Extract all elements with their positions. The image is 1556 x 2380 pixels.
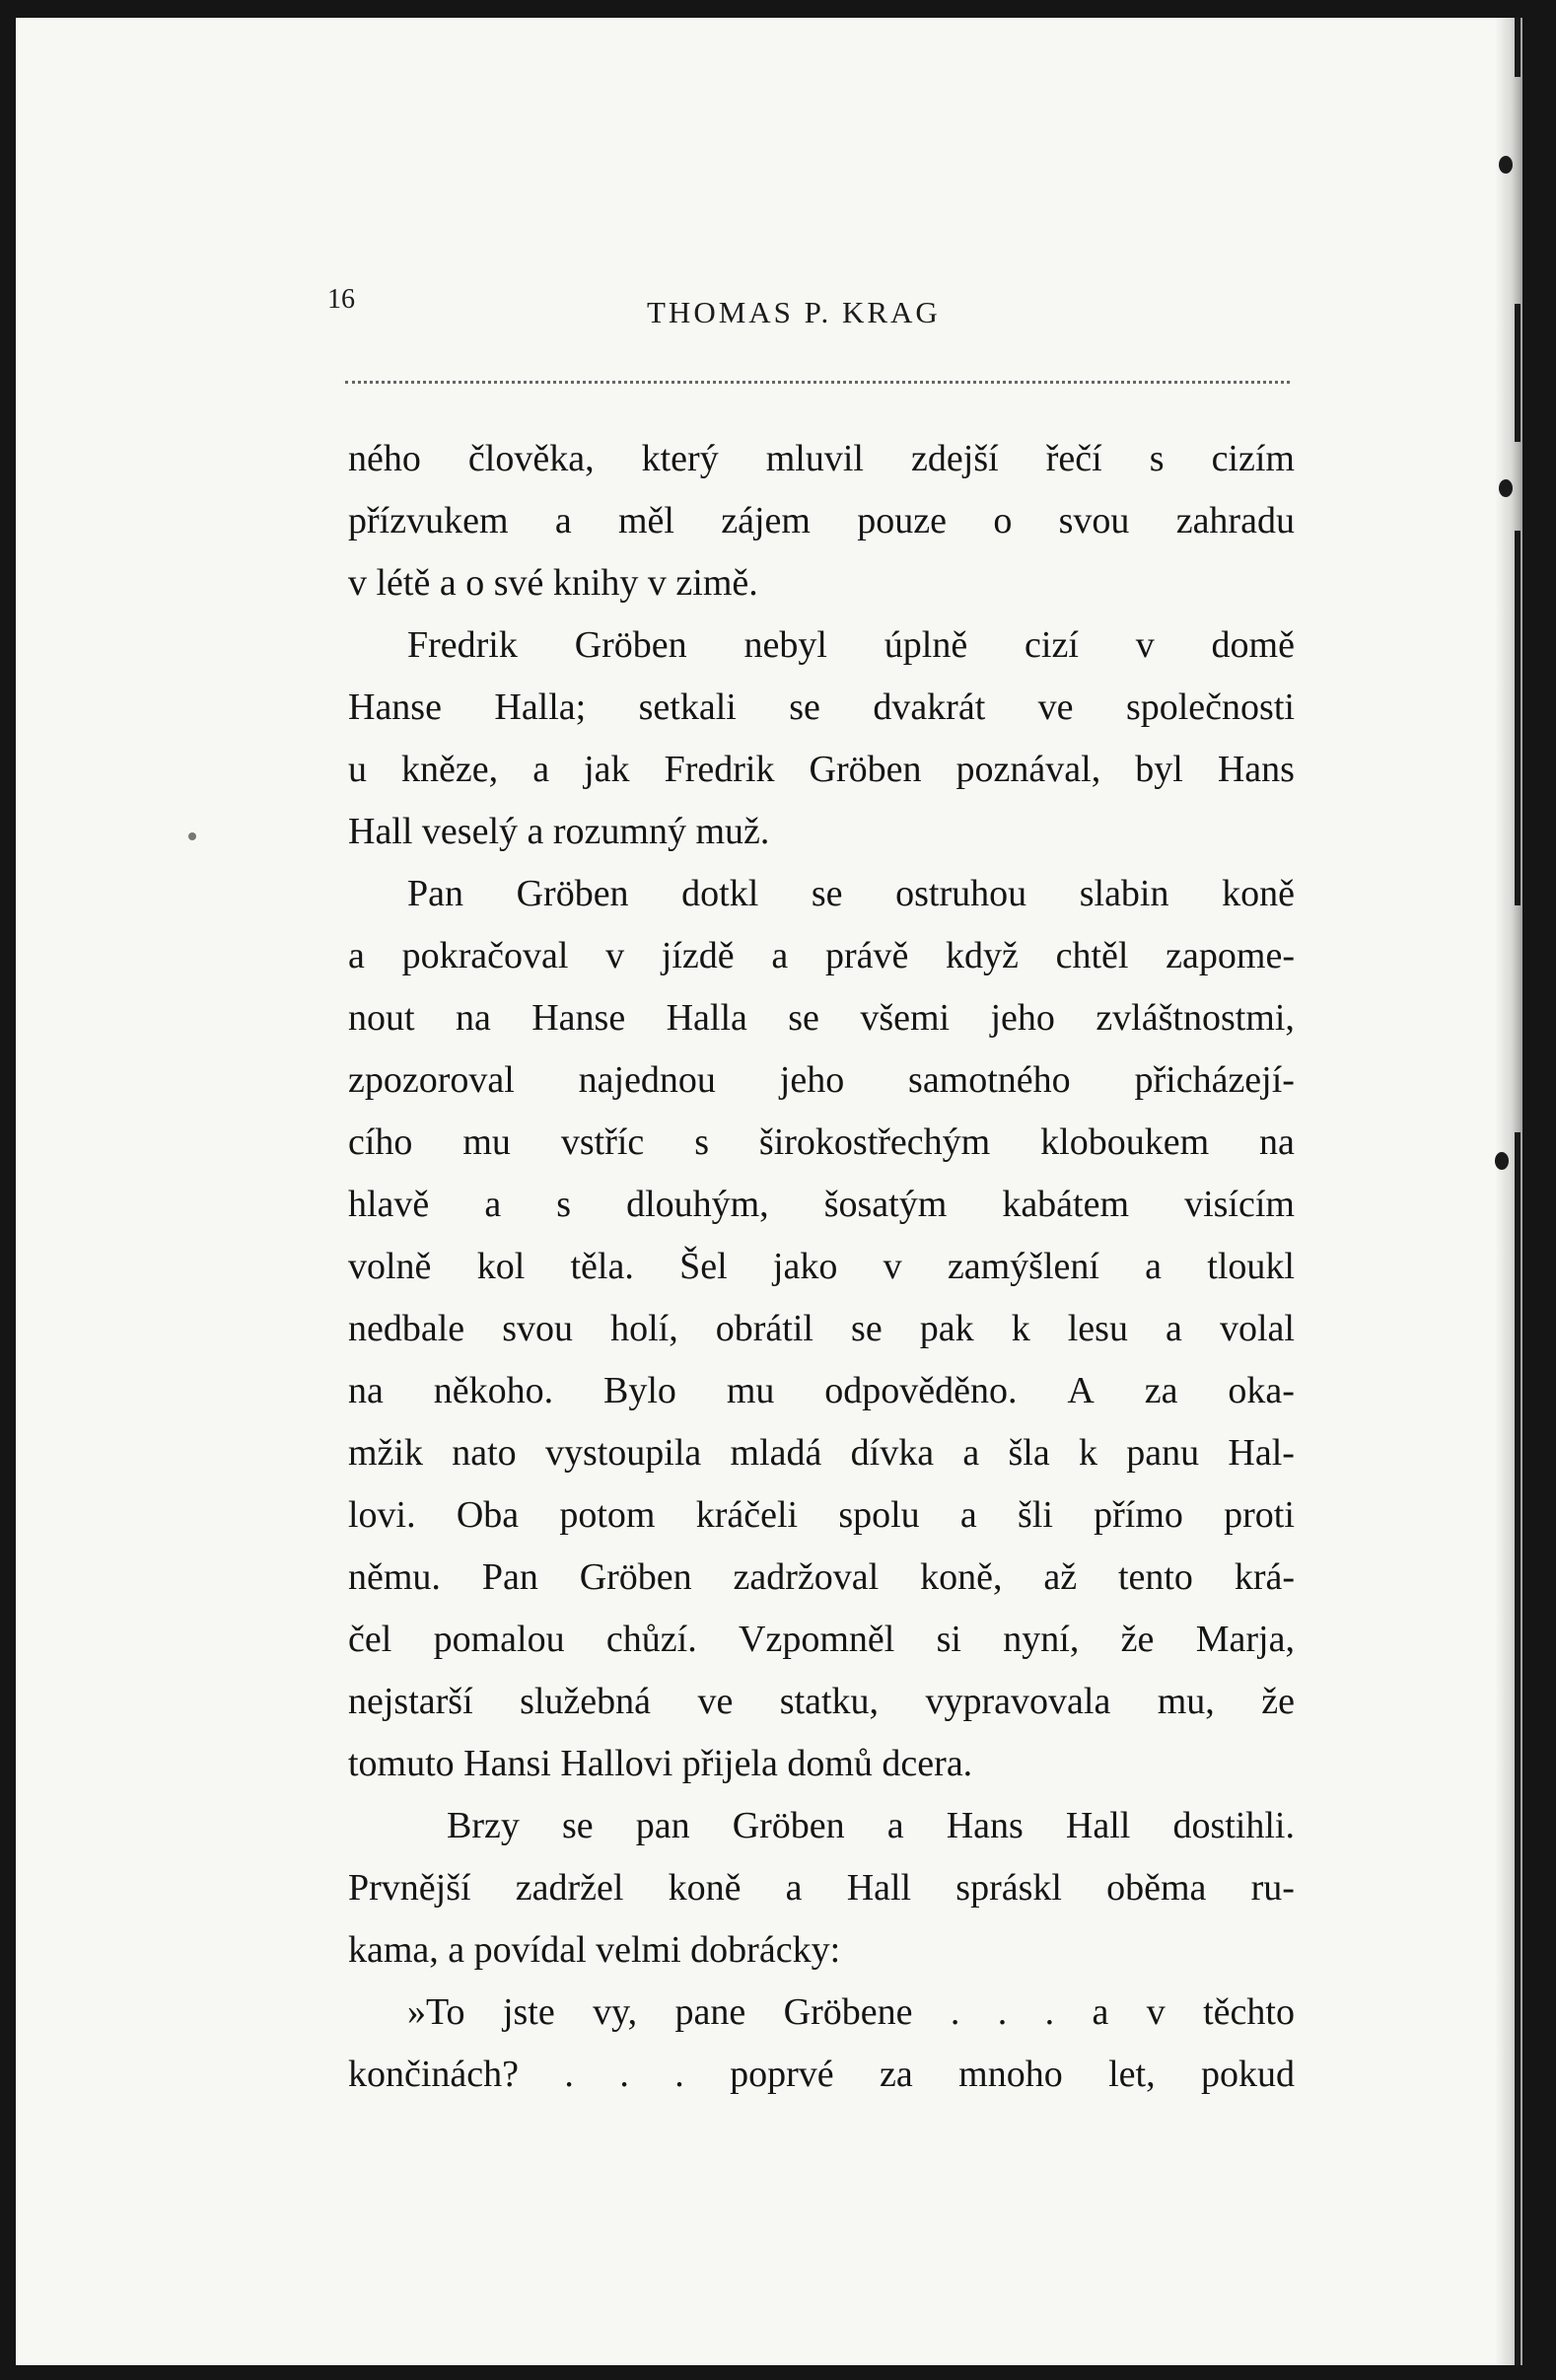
text-line [348, 1795, 1295, 1857]
word: přicházejí- [1134, 1059, 1295, 1101]
word: právě [824, 935, 909, 976]
text-line [348, 1857, 1295, 1919]
word: Prvnější [348, 1867, 471, 1909]
word: se [811, 873, 843, 914]
word: nedbale [348, 1308, 465, 1349]
word: ve [1037, 686, 1074, 728]
word: řečí [1045, 438, 1102, 479]
word: pan [635, 1805, 690, 1846]
word: dotkl [681, 873, 759, 914]
word: pokračoval [401, 935, 569, 976]
word: člověka, [467, 438, 595, 479]
word: byl [1135, 749, 1183, 790]
word: šla [1008, 1432, 1050, 1474]
word: volal [1219, 1308, 1295, 1349]
word: a [962, 1432, 980, 1474]
book-page [16, 18, 1522, 2365]
word: nato [452, 1432, 517, 1474]
word: a [1092, 1991, 1109, 2033]
word: krá- [1234, 1556, 1295, 1598]
word: chůzí. [605, 1619, 697, 1660]
word: a [532, 749, 550, 790]
word: v [605, 935, 625, 976]
word: ostruhou [895, 873, 1027, 914]
word: dvakrát [873, 686, 986, 728]
text-line: tomuto Hansi Hallovi přijela domů dcera. [348, 1743, 973, 1784]
word: Bylo [603, 1370, 676, 1411]
word: zahradu [1175, 500, 1295, 541]
word: statku, [779, 1681, 880, 1722]
text-line [348, 490, 1295, 552]
word: na [348, 1370, 384, 1411]
text-line [348, 1174, 1295, 1236]
word: samotného [908, 1059, 1071, 1101]
word: kabátem [1002, 1184, 1130, 1225]
word: zvláštnostmi, [1096, 997, 1295, 1039]
word: kloboukem [1040, 1121, 1210, 1163]
word: Marja, [1195, 1619, 1295, 1660]
word: kráčeli [695, 1494, 799, 1536]
word: všemi [860, 997, 951, 1039]
word: Pan [407, 873, 463, 914]
spine-edge-mark [1515, 531, 1521, 905]
word: a [886, 1805, 904, 1846]
word: cího [348, 1121, 413, 1163]
word: nejstarší [348, 1681, 473, 1722]
word: Gröben [732, 1805, 845, 1846]
word: »To [407, 1991, 465, 2033]
word: společnosti [1125, 686, 1295, 728]
word: jste [502, 1991, 555, 2033]
word: ru- [1250, 1867, 1295, 1909]
word: za [1144, 1370, 1178, 1411]
word: Gröben [574, 624, 687, 666]
word: let, [1108, 2054, 1156, 2095]
text-line [348, 614, 1295, 677]
word: hlavě [348, 1184, 430, 1225]
word: pak [919, 1308, 974, 1349]
word: v [883, 1246, 902, 1287]
word: těla. [570, 1246, 634, 1287]
text-line [348, 1484, 1295, 1547]
word: Hall [846, 1867, 912, 1909]
word: za [880, 2054, 913, 2095]
word: oběma [1106, 1867, 1207, 1909]
word: jako [772, 1246, 838, 1287]
word: v [1135, 624, 1155, 666]
word: mžik [348, 1432, 423, 1474]
word: k [1011, 1308, 1030, 1349]
word: širokostřechým [758, 1121, 991, 1163]
word: šosatým [823, 1184, 948, 1225]
word: proti [1224, 1494, 1295, 1536]
text-line [348, 2044, 1295, 2106]
word: a [348, 935, 365, 976]
word: Brzy [447, 1805, 520, 1846]
word: ného [348, 438, 421, 479]
word: nyní, [1003, 1619, 1080, 1660]
word: A [1067, 1370, 1095, 1411]
word: zdejší [911, 438, 999, 479]
word: vy, [593, 1991, 638, 2033]
word: s [556, 1184, 572, 1225]
word: zamýšlení [947, 1246, 1099, 1287]
spine-dot-mark [1499, 156, 1513, 174]
word: když [946, 935, 1019, 976]
text-line [348, 863, 1295, 925]
text-line [348, 739, 1295, 801]
body-text [348, 428, 1295, 2106]
word: si [936, 1619, 961, 1660]
text-line [348, 1298, 1295, 1360]
word: nebyl [743, 624, 827, 666]
scan-dot-mark [188, 832, 196, 840]
word: zadržoval [733, 1556, 880, 1598]
word: končinách? [348, 2054, 520, 2095]
word: který [641, 438, 719, 479]
word: mladá [730, 1432, 822, 1474]
word: na [455, 997, 491, 1039]
word: spráskl [955, 1867, 1062, 1909]
word: Hall [1065, 1805, 1131, 1846]
word: mu [462, 1121, 511, 1163]
word: jak [584, 749, 630, 790]
word: se [561, 1805, 594, 1846]
word: vystoupila [544, 1432, 702, 1474]
spine-dot-mark [1495, 1152, 1509, 1170]
word: zapome- [1166, 935, 1295, 976]
word: mu, [1157, 1681, 1215, 1722]
word: vstříc [560, 1121, 645, 1163]
spine-dot-mark [1499, 479, 1513, 497]
word: . [1044, 1991, 1055, 2033]
word: dlouhým, [626, 1184, 769, 1225]
word: přízvukem [348, 500, 509, 541]
word: jeho [779, 1059, 845, 1101]
word: dívka [850, 1432, 935, 1474]
word: volně [348, 1246, 432, 1287]
word: u [348, 749, 367, 790]
word: setkali [638, 686, 737, 728]
word: v [1146, 1991, 1166, 2033]
text-line [348, 987, 1295, 1049]
word: Hal- [1228, 1432, 1295, 1474]
word: kněze, [401, 749, 499, 790]
word: pomalou [433, 1619, 565, 1660]
word: Hans [1217, 749, 1295, 790]
word: Halla [666, 997, 747, 1039]
text-line [348, 1422, 1295, 1484]
word: obrátil [715, 1308, 813, 1349]
word: lesu [1067, 1308, 1128, 1349]
word: že [1261, 1681, 1295, 1722]
text-line: v létě a o své knihy v zimě. [348, 562, 758, 604]
text-line: kama, a povídal velmi dobrácky: [348, 1929, 841, 1971]
word: ve [697, 1681, 734, 1722]
text-line [348, 925, 1295, 987]
word: poprvé [730, 2054, 834, 2095]
word: tloukl [1207, 1246, 1295, 1287]
word: přímo [1094, 1494, 1183, 1536]
word: . [997, 1991, 1008, 2033]
word: o [993, 500, 1013, 541]
word: vypravovala [925, 1681, 1111, 1722]
word: někoho. [433, 1370, 554, 1411]
text-line [348, 1982, 1295, 2044]
word: svou [502, 1308, 574, 1349]
word: koně, [920, 1556, 1003, 1598]
word: a [1145, 1246, 1163, 1287]
word: . [950, 1991, 960, 2033]
word: služebná [520, 1681, 652, 1722]
word: spolu [838, 1494, 920, 1536]
word: Hans [946, 1805, 1024, 1846]
word: čel [348, 1619, 392, 1660]
word: cizí [1025, 624, 1079, 666]
word: pane [674, 1991, 746, 2033]
word: odpověděno. [824, 1370, 1018, 1411]
word: se [789, 686, 820, 728]
word: a [785, 1867, 803, 1909]
text-line [348, 677, 1295, 739]
word: svou [1058, 500, 1130, 541]
word: kol [476, 1246, 526, 1287]
word: Halla; [494, 686, 587, 728]
text-line [348, 1609, 1295, 1671]
word: měl [617, 500, 674, 541]
word: se [851, 1308, 883, 1349]
word: Šel [679, 1246, 728, 1287]
word: zájem [721, 500, 811, 541]
word: na [1259, 1121, 1295, 1163]
running-title: THOMAS P. KRAG [647, 295, 941, 329]
word: . [564, 2054, 574, 2095]
text-line [348, 1236, 1295, 1298]
text-line [348, 1547, 1295, 1609]
word: němu. [348, 1556, 441, 1598]
word: k [1079, 1432, 1097, 1474]
word: Hanse [531, 997, 626, 1039]
word: Vzpomněl [739, 1619, 895, 1660]
word: oka- [1228, 1370, 1295, 1411]
word: tento [1117, 1556, 1193, 1598]
text-line: Hall veselý a rozumný muž. [348, 811, 770, 852]
text-line [348, 1112, 1295, 1174]
word: Fredrik [407, 624, 518, 666]
word: Oba [456, 1494, 520, 1536]
word: zadržel [515, 1867, 624, 1909]
word: koně [668, 1867, 742, 1909]
word: že [1120, 1619, 1155, 1660]
word: najednou [578, 1059, 716, 1101]
word: Gröben [516, 873, 629, 914]
word: a [959, 1494, 977, 1536]
spine-edge-mark [1515, 304, 1521, 442]
word: až [1043, 1556, 1078, 1598]
word: visícím [1184, 1184, 1295, 1225]
word: dostihli. [1172, 1805, 1295, 1846]
word: těchto [1203, 1991, 1295, 2033]
word: jízdě [661, 935, 735, 976]
word: . [674, 2054, 684, 2095]
text-line [348, 1671, 1295, 1733]
spine-edge-mark [1515, 1132, 1521, 2365]
word: a [554, 500, 572, 541]
word: s [694, 1121, 709, 1163]
word: Gröben [809, 749, 922, 790]
word: Gröben [579, 1556, 692, 1598]
spine-edge-mark [1515, 18, 1521, 77]
word: Gröbene [783, 1991, 913, 2033]
word: koně [1222, 873, 1295, 914]
header-rule [345, 381, 1290, 384]
word: slabin [1079, 873, 1169, 914]
word: pouze [857, 500, 948, 541]
page-number: 16 [327, 284, 355, 315]
text-line [348, 1049, 1295, 1112]
word: mu [726, 1370, 775, 1411]
word: chtěl [1055, 935, 1129, 976]
word: poznával, [955, 749, 1101, 790]
word: úplně [884, 624, 968, 666]
text-line [348, 1360, 1295, 1422]
word: zpozoroval [348, 1059, 515, 1101]
word: mnoho [958, 2054, 1063, 2095]
word: a [484, 1184, 502, 1225]
word: a [771, 935, 789, 976]
word: panu [1126, 1432, 1200, 1474]
word: Fredrik [664, 749, 775, 790]
word: . [619, 2054, 629, 2095]
word: pokud [1200, 2054, 1295, 2095]
word: Hanse [348, 686, 442, 728]
word: mluvil [765, 438, 864, 479]
word: se [788, 997, 819, 1039]
word: domě [1211, 624, 1295, 666]
word: Pan [481, 1556, 538, 1598]
word: lovi. [348, 1494, 416, 1536]
text-line [348, 428, 1295, 490]
word: cizím [1211, 438, 1295, 479]
word: s [1149, 438, 1165, 479]
word: šli [1017, 1494, 1053, 1536]
word: holí, [610, 1308, 678, 1349]
word: potom [559, 1494, 656, 1536]
word: jeho [990, 997, 1055, 1039]
word: nout [348, 997, 415, 1039]
word: a [1166, 1308, 1182, 1349]
